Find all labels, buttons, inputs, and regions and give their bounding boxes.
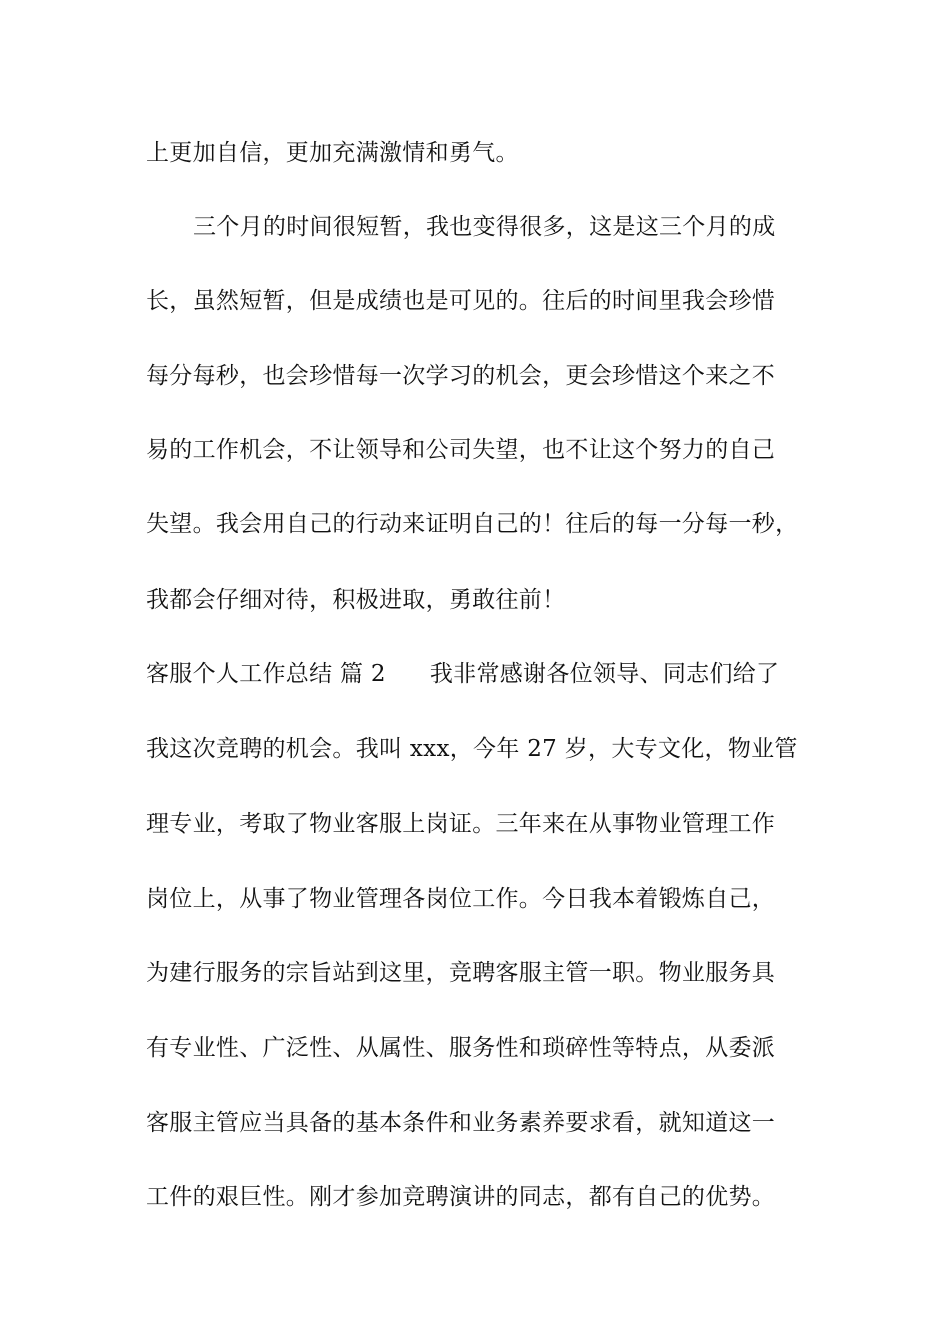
paragraph-line: 岗位上，从事了物业管理各岗位工作。今日我本着锻炼自己，: [146, 886, 776, 912]
section-heading-line: [146, 659, 836, 689]
paragraph-line: 我都会仔细对待，积极进取，勇敢往前！: [146, 587, 566, 613]
paragraph-line: 易的工作机会，不让领导和公司失望，也不让这个努力的自己: [146, 437, 776, 463]
paragraph-line: 长，虽然短暂，但是成绩也是可见的。往后的时间里我会珍惜: [146, 288, 776, 314]
paragraph-line: 我这次竞聘的机会。我叫 xxx，今年 27 岁，大专文化，物业管: [146, 736, 798, 762]
paragraph-line: 理专业，考取了物业客服上岗证。三年来在从事物业管理工作: [146, 811, 776, 837]
paragraph-line: 每分每秒，也会珍惜每一次学习的机会，更会珍惜这个来之不: [146, 363, 776, 389]
section-heading: 客服个人工作总结 篇 2: [146, 661, 386, 687]
paragraph-line: 有专业性、广泛性、从属性、服务性和琐碎性等特点，从委派: [146, 1035, 776, 1061]
paragraph-line: 为建行服务的宗旨站到这里，竞聘客服主管一职。物业服务具: [146, 960, 776, 986]
paragraph-line: 工件的艰巨性。刚才参加竞聘演讲的同志，都有自己的优势。: [146, 1184, 776, 1210]
paragraph-line: 上更加自信，更加充满激情和勇气。: [146, 140, 519, 166]
paragraph-line: 客服主管应当具备的基本条件和业务素养要求看，就知道这一: [146, 1110, 776, 1136]
section-first-line: 我非常感谢各位领导、同志们给了: [429, 661, 780, 687]
paragraph-line: 三个月的时间很短暂，我也变得很多，这是这三个月的成: [193, 214, 776, 240]
paragraph-line: 失望。我会用自己的行动来证明自己的！往后的每一分每一秒，: [146, 511, 799, 537]
